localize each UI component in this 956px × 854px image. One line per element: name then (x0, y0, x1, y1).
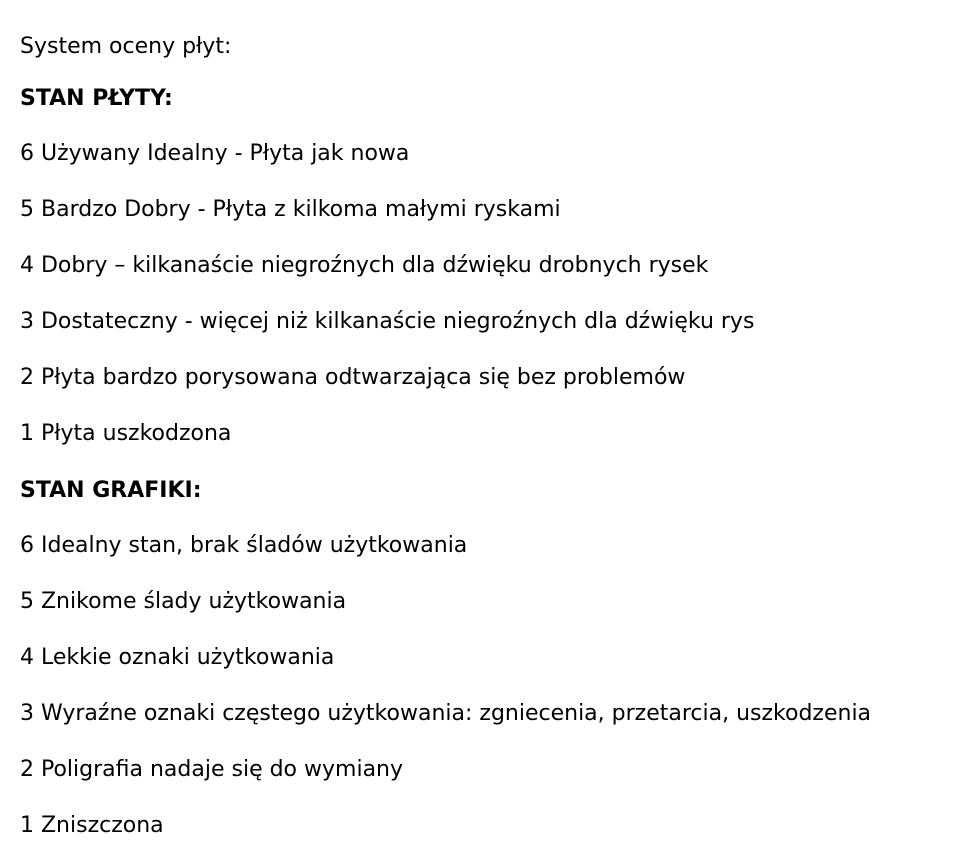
disc-grade-6: 6 Używany Idealny - Płyta jak nowa (20, 141, 410, 166)
disc-grade-1: 1 Płyta uszkodzona (20, 421, 232, 446)
cover-grade-4: 4 Lekkie oznaki użytkowania (20, 645, 335, 670)
cover-grade-6: 6 Idealny stan, brak śladów użytkowania (20, 533, 468, 558)
cover-grade-2: 2 Poligrafia nadaje się do wymiany (20, 757, 404, 782)
cover-grade-1: 1 Zniszczona (20, 813, 164, 838)
disc-grade-5: 5 Bardzo Dobry - Płyta z kilkoma małymi ryskami (20, 197, 561, 222)
section-heading-disc: STAN PŁYTY: (20, 86, 173, 111)
disc-grade-3: 3 Dostateczny - więcej niż kilkanaście niegroźnych dla dźwięku rys (20, 309, 755, 334)
document-intro: System oceny płyt: (20, 34, 232, 59)
disc-grade-2: 2 Płyta bardzo porysowana odtwarzająca się bez problemów (20, 365, 686, 390)
disc-grade-4: 4 Dobry – kilkanaście niegroźnych dla dźwięku drobnych rysek (20, 253, 709, 278)
cover-grade-3: 3 Wyraźne oznaki częstego użytkowania: zgniecenia, przetarcia, uszkodzenia (20, 701, 872, 726)
cover-grade-5: 5 Znikome ślady użytkowania (20, 589, 347, 614)
section-heading-cover: STAN GRAFIKI: (20, 478, 202, 503)
